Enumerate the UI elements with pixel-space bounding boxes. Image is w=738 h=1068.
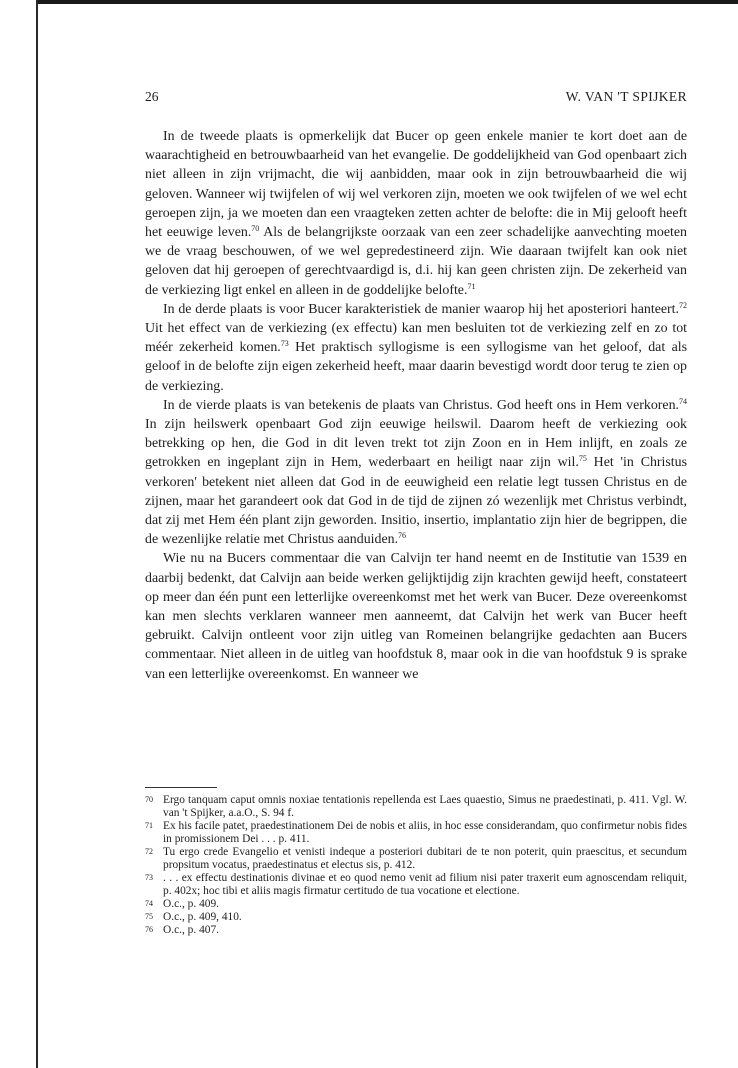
page-number: 26 [145,89,159,104]
paragraph [145,396,687,550]
paragraph [145,300,687,396]
paragraph [145,549,687,683]
footnote [145,911,687,924]
text-segment: In de vierde plaats is van betekenis de plaats van Christus. God heeft ons in Hem verkoren. [163,397,679,413]
footnote-text: . . . ex effectu destinationis divinae et eo quod nemo venit ad filium nisi pater traxerit eum agnoscendam reliquit, p. 402x; hoc tibi et aliis magis firmatur certitudo de tua vocatione et electione. [163,872,687,897]
footnote-text: O.c., p. 409. [163,898,219,910]
footnote [145,924,687,937]
footnote-ref: 73 [280,339,289,349]
body-text [145,127,687,684]
text-segment: Uit het effect van de verkiezing (ex effectu) kan men besluiten tot de verkiezing zelf en zo tot méér zekerheid komen. [145,321,687,356]
footnote [145,846,687,872]
footnote-ref: 72 [679,300,687,310]
paragraph [145,127,687,300]
footnote-ref: 74 [679,396,687,406]
footnote-text: Tu ergo crede Evangelio et venisti indeque a posteriori dubitari de te non poterit, quin praescitus, et secundum propsitum vocatus, praedestinatus et electus sis, p. 412. [163,846,687,871]
footnote-text: Ex his facile patet, praedestinationem Dei de nobis et aliis, in hoc esse considerandam, quo confirmetur nobis fides in promissionem Dei . . . p. 411. [163,820,687,845]
footnote-ref: 70 [251,224,260,234]
footnote-text: O.c., p. 407. [163,924,219,936]
footnote-number: 70 [145,795,153,804]
footnote-number: 76 [145,925,153,934]
footnote-number: 73 [145,873,153,882]
text-segment: Het 'in Christus verkoren' betekent niet alleen dat God in de eeuwigheid een relatie legt tussen Christus en de zijnen, maar het garandeert ook dat God in de tijd de zijnen zó wezenlijk met Christus verbindt, dat zij met Hem één plant zijn geworden. Insitio, insertio, implantatio zijn hier de begrippen, die de wezenlijke relatie met Christus aanduiden. [145,455,688,548]
text-segment: Als de belangrijkste oorzaak van een zeer schadelijke aanvechting moeten we de vraag beschouwen, of we wel gepredestineerd zijn. Wie daaraan twijfelt kan ook niet geloven dat hij geroepen of gerechtvaardigd is, d.i. hij kan geen christen zijn. De zekerheid van de verkiezing ligt enkel en alleen in de goddelijke belofte. [145,225,688,298]
footnote-number: 74 [145,899,153,908]
text-segment: Het praktisch syllogisme is een syllogisme van het geloof, dat als geloof in de belofte zijn eigen zekerheid heeft, maar daarin bevestigd wordt door terug te zien op de verkiezing. [145,340,687,394]
footnote-ref: 75 [578,454,587,464]
footnotes [145,794,687,937]
footnote-number: 75 [145,912,153,921]
footnote [145,872,687,898]
page-header [145,89,687,109]
footnote [145,898,687,911]
footnote [145,820,687,846]
running-head: W. VAN 'T SPIJKER [565,89,687,104]
text-segment: Wie nu na Bucers commentaar die van Calvijn ter hand neemt en de Institutie van 1539 en daarbij bedenkt, dat Calvijn aan beide werken gelijktijdig zijn krachten gewijd heeft, constateert op meer dan één punt een letterlijke overeenkomst met het werk van Bucer. Deze overeenkomst kan men slechts verklaren wanneer men aanneemt, dat Calvijn het werk van Bucer heeft gebruikt. Calvijn ontleent voor zijn uitleg van Romeinen belangrijke gedachten aan Bucers commentaar. Niet alleen in de uitleg van hoofdstuk 8, maar ook in die van hoofdstuk 9 is sprake van een letterlijke overeenkomst. En wanneer we [145,551,687,682]
footnote-text: O.c., p. 409, 410. [163,911,242,923]
text-segment: In de derde plaats is voor Bucer karakteristiek de manier waarop hij het aposteriori hanteert. [163,301,679,317]
footnote-number: 72 [145,847,153,856]
text-segment: In zijn heilswerk openbaart God zijn eeuwige heilswil. Daarom heeft de verkiezing ook betrekking op hen, die God in dit leven trekt tot zijn Zoon en in Hem inlijft, en zoals ze getrokken en ingeplant zijn in Hem, wederbaart en heiligt naar zijn wil. [145,417,687,471]
footnote-text: Ergo tanquam caput omnis noxiae tentationis repellenda est Laes quaestio, Simus ne praedestinati, p. 411. Vgl. W. van 't Spijker, a.a.O., S. 94 f. [163,794,687,819]
footnote-ref: 76 [398,531,407,541]
text-segment: In de tweede plaats is opmerkelijk dat Bucer op geen enkele manier te kort doet aan de waarachtigheid en betrouwbaarheid van het evangelie. De goddelijkheid van God openbaart zich niet alleen in zijn vrijmacht, die wij aanbidden, maar ook in zijn betrouwbaarheid die wij geloven. Wanneer wij twijfelen of wij wel verkoren zijn, moeten we ook twijfelen of we wel echt geroepen zijn, ja we moeten dan een vraagteken zetten achter de belofte: die in Mij gelooft heeft het eeuwige leven. [145,129,687,241]
footnote-ref: 71 [467,281,476,291]
footnote-divider [145,787,217,788]
footnote-number: 71 [145,821,153,830]
footnote [145,794,687,820]
